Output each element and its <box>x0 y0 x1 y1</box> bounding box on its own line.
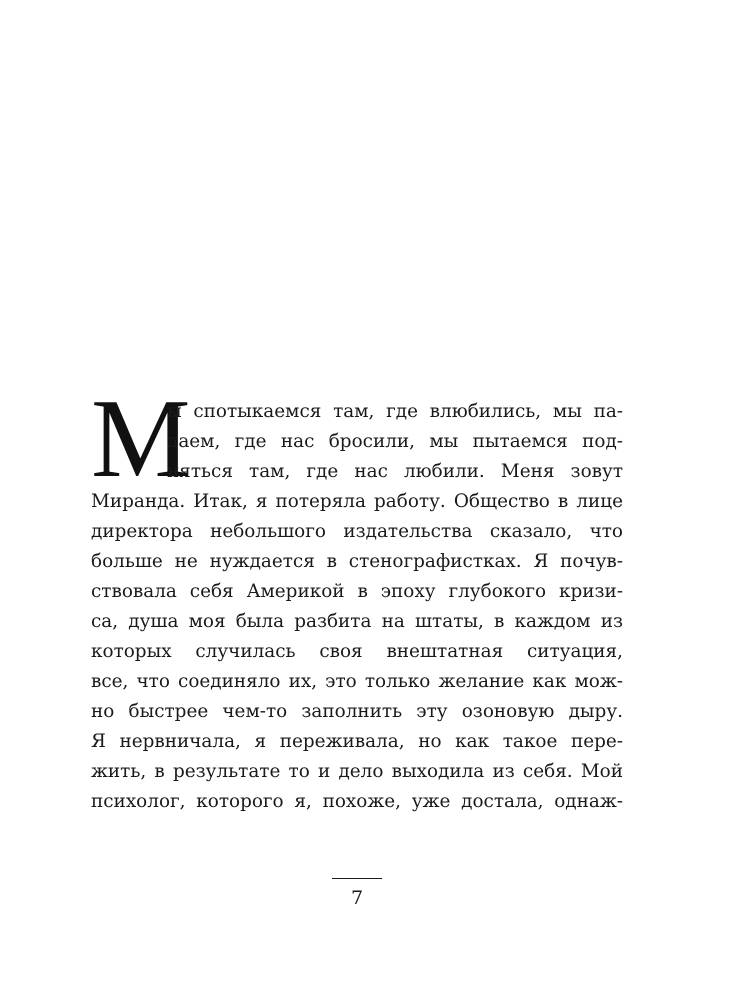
drop-cap: М <box>91 377 191 501</box>
text-line: жить, в результате то и дело выходила из себя. Мой <box>91 761 623 782</box>
text-line: даем, где нас бросили, мы пытаемся под- <box>167 431 623 452</box>
text-line: няться там, где нас любили. Меня зовут <box>167 461 623 482</box>
text-line: которых случилась своя внештатная ситуация, <box>91 641 623 662</box>
text-line: ствовала себя Америкой в эпоху глубокого кризи- <box>91 581 623 602</box>
text-line: са, душа моя была разбита на штаты, в каждом из <box>91 611 623 632</box>
text-line: психолог, которого я, похоже, уже достала, однаж- <box>91 791 623 812</box>
text-line: ы спотыкаемся там, где влюбились, мы па- <box>167 401 623 422</box>
text-line: все, что соединяло их, это только желание как мож- <box>91 671 623 692</box>
footer-rule <box>332 878 382 879</box>
page-number: 7 <box>350 887 364 909</box>
text-line: но быстрее чем-то заполнить эту озоновую дыру. <box>91 701 623 722</box>
text-line: Миранда. Итак, я потеряла работу. Общество в лице <box>91 491 623 512</box>
text-line: директора небольшого издательства сказало, что <box>91 521 623 542</box>
text-line: Я нервничала, я переживала, но как такое пере- <box>91 731 623 752</box>
text-line: больше не нуждается в стенографистках. Я почув- <box>91 551 623 572</box>
